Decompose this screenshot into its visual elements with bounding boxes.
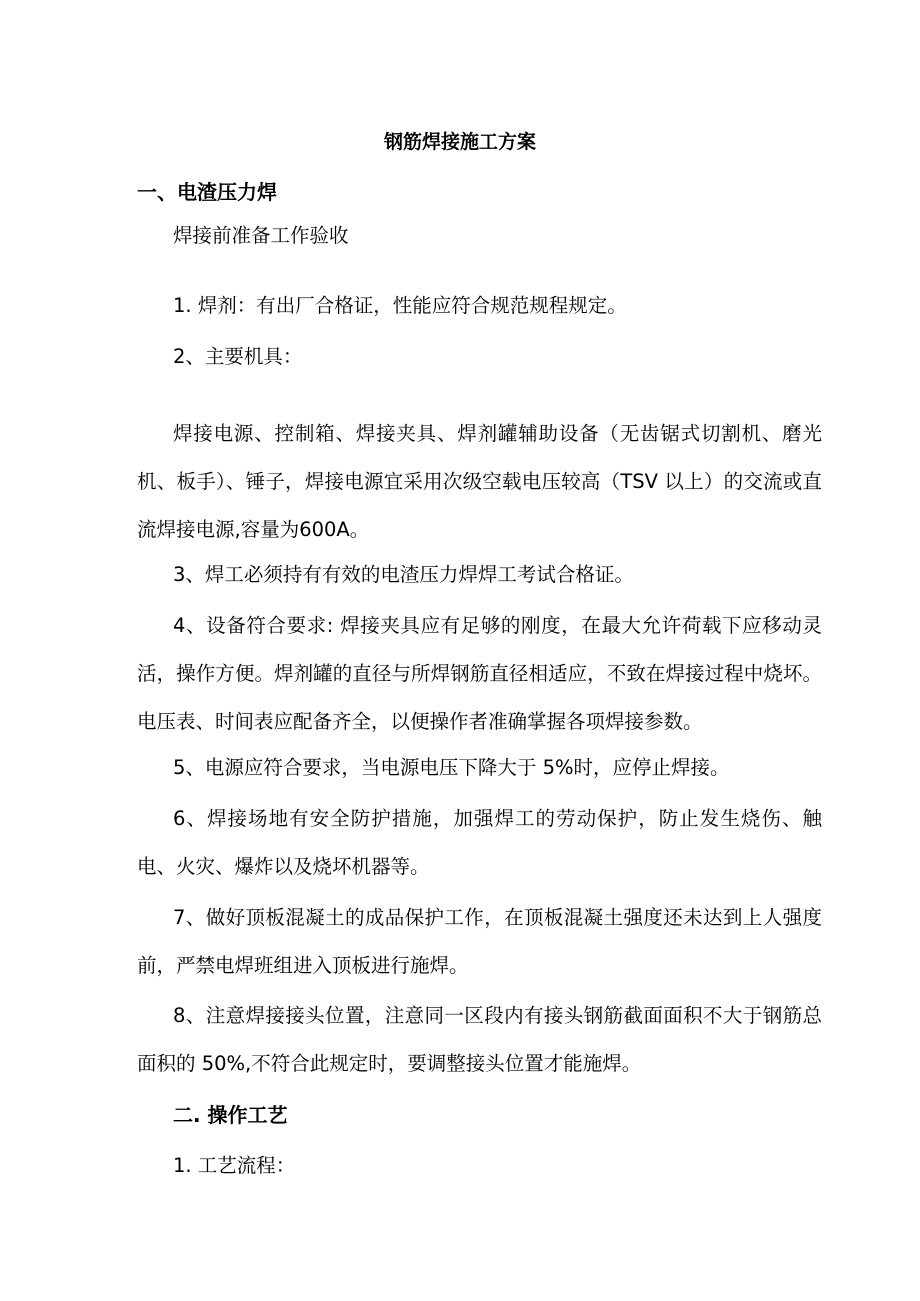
item-2-equipment: 2、主要机具：: [173, 345, 303, 368]
section-2-item-1-process-flow: 1. 工艺流程：: [173, 1154, 296, 1177]
section-2-heading: 二. 操作工艺: [173, 1103, 288, 1127]
item-1-flux: 1. 焊剂：有出厂合格证，性能应符合规范规程规定。: [173, 294, 627, 317]
item-2-detail-paragraph: 焊接电源、控制箱、焊接夹具、焊剂罐辅助设备（无齿锯式切割机、磨光机、板手）、锤子，焊接电源宜采用次级空载电压较高（TSV 以上）的交流或直流焊接电源,容量为600A。: [137, 422, 822, 541]
item-3-welder-certificate: 3、焊工必须持有有效的电渣压力焊焊工考试合格证。: [173, 563, 634, 586]
section-1-heading: 一、电渣压力焊: [137, 180, 277, 204]
item-5-power-supply: 5、电源应符合要求，当电源电压下降大于 5%时，应停止焊接。: [173, 756, 730, 779]
item-7-concrete-protection: 7、做好顶板混凝土的成品保护工作，在顶板混凝土强度还未达到上人强度前，严禁电焊班组进入顶板进行施焊。: [137, 906, 822, 977]
document-title: 钢筋焊接施工方案: [383, 131, 536, 153]
item-4-equipment-requirements: 4、设备符合要求: 焊接夹具应有足够的刚度，在最大允许荷载下应移动灵活，操作方便。焊剂罐的直径与所焊钢筋直径相适应，不致在焊接过程中烧坏。电压表、时间表应配备齐全，以便操作者准确掌握各项焊接参数。: [137, 614, 822, 733]
item-6-site-safety: 6、焊接场地有安全防护措施，加强焊工的劳动保护，防止发生烧伤、触电、火灾、爆炸以及烧坏机器等。: [137, 807, 822, 878]
section-1-subheading: 焊接前准备工作验收: [173, 224, 349, 247]
item-8-joint-position: 8、注意焊接接头位置，注意同一区段内有接头钢筋截面面积不大于钢筋总面积的 50%,不符合此规定时，要调整接头位置才能施焊。: [137, 1004, 822, 1075]
